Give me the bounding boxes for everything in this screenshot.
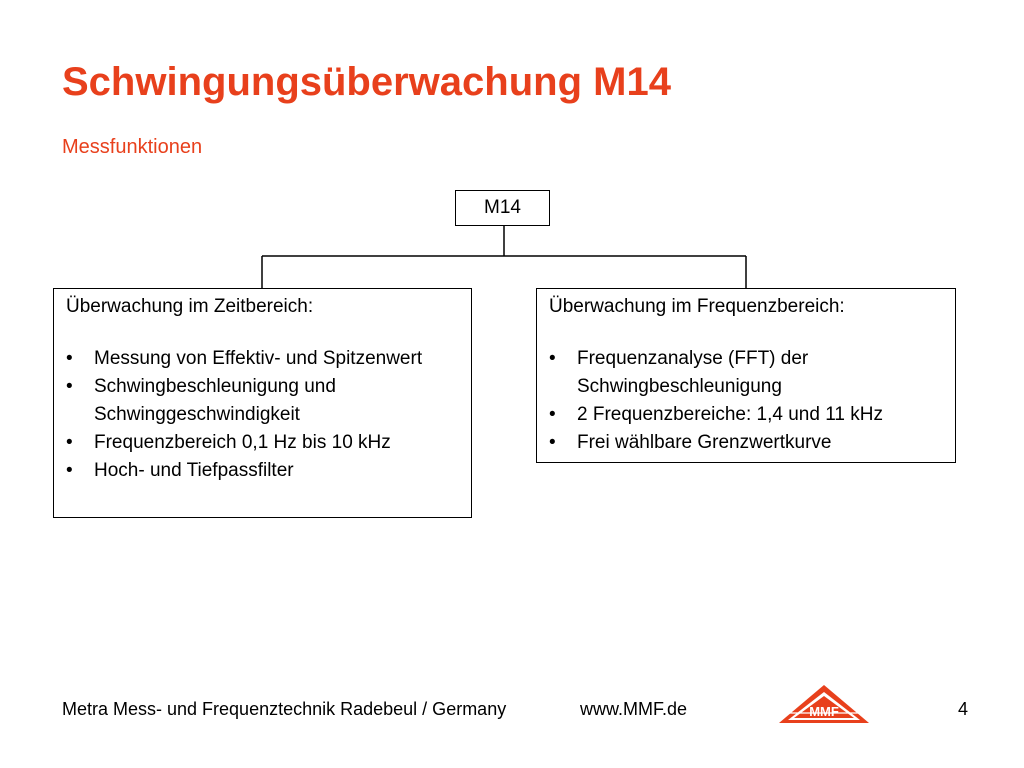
slide-subtitle: Messfunktionen: [62, 136, 203, 158]
list-item: • 2 Frequenzbereiche: 1,4 und 11 kHz: [549, 401, 945, 429]
root-node-m14: [455, 190, 550, 226]
list-item: • Messung von Effektiv- und Spitzenwert: [66, 345, 461, 373]
list-item: • Frei wählbare Grenzwertkurve: [549, 429, 945, 457]
time-domain-box: [53, 288, 472, 518]
frequency-domain-list: [549, 345, 945, 457]
page-number: 4: [958, 699, 969, 719]
list-item: • Frequenzbereich 0,1 Hz bis 10 kHz: [66, 429, 461, 457]
list-item: • Frequenzanalyse (FFT) der Schwingbeschleunigung: [549, 345, 945, 401]
time-domain-list: [66, 345, 461, 485]
list-item: • Hoch- und Tiefpassfilter: [66, 457, 461, 485]
mmf-logo-icon: [776, 683, 872, 725]
time-domain-heading: Überwachung im Zeitbereich:: [66, 296, 314, 317]
list-item: • Schwingbeschleunigung und Schwinggeschwindigkeit: [66, 373, 461, 429]
svg-text:MMF: MMF: [809, 704, 839, 719]
frequency-domain-heading: Überwachung im Frequenzbereich:: [549, 296, 845, 317]
root-node-label: M14: [484, 197, 521, 218]
slide-title: Schwingungsüberwachung M14: [62, 60, 671, 104]
footer-url[interactable]: www.MMF.de: [580, 699, 688, 719]
frequency-domain-box: [536, 288, 956, 463]
footer-company: Metra Mess- und Frequenztechnik Radebeul / Germany: [62, 699, 507, 719]
